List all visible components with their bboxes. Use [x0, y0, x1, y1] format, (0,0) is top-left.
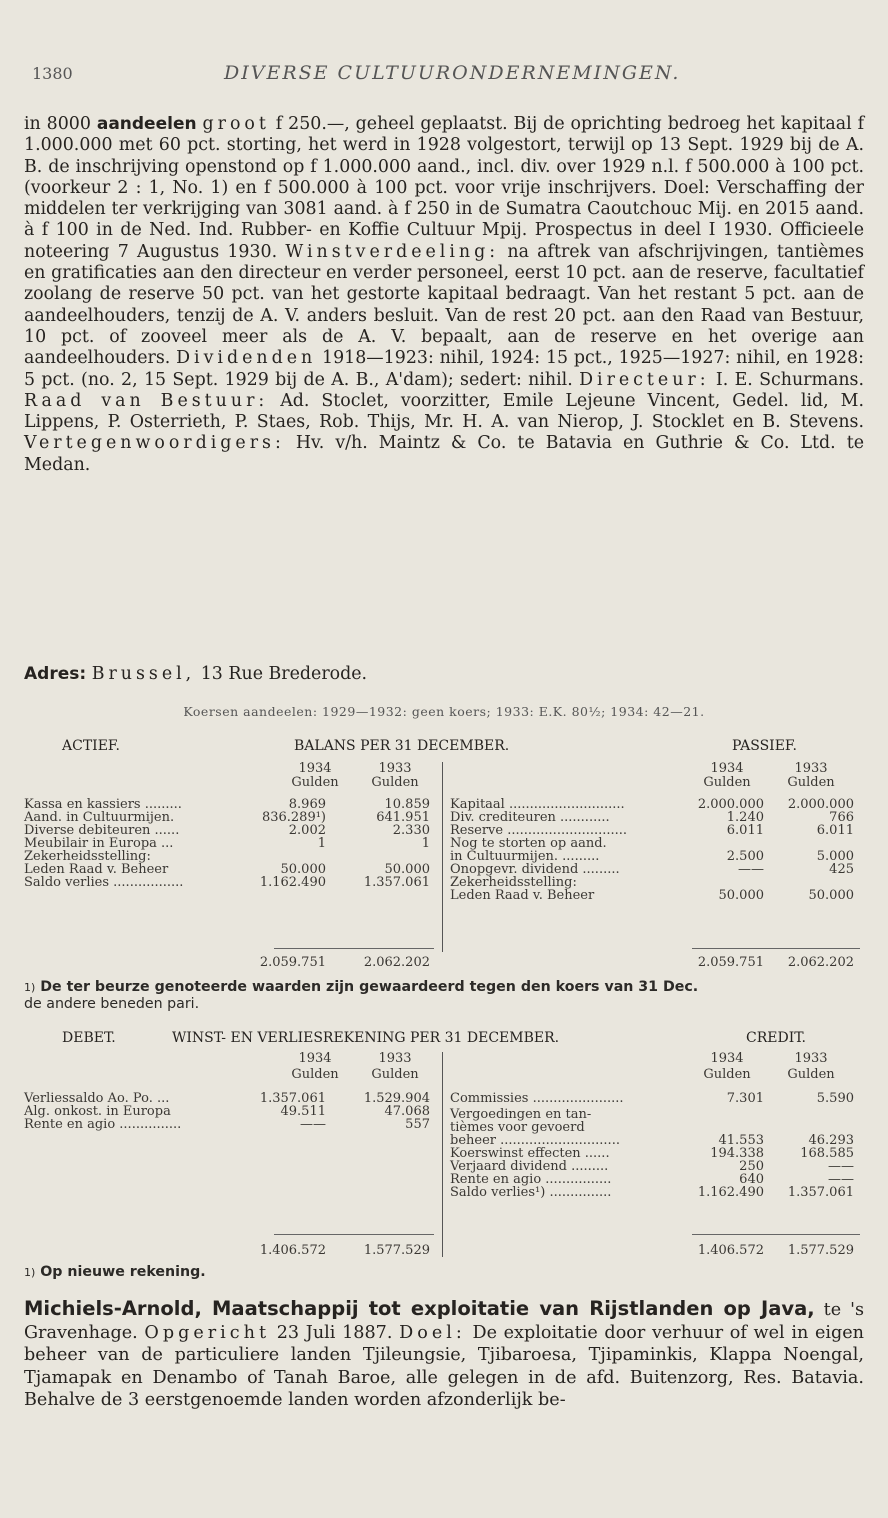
passief-value-1933: 766	[829, 810, 854, 825]
actief-value-1934: 836.289¹)	[261, 810, 326, 825]
actief-label: Aand. in Cultuurmijen.	[24, 810, 175, 825]
debet-label: Verliessaldo Ao. Po. ...	[24, 1091, 170, 1106]
actief-label: Leden Raad v. Beheer	[24, 862, 169, 877]
passief-value-1934: 2.000.000	[697, 797, 764, 812]
actief-value-1933: 10.859	[384, 797, 430, 812]
next-company-description: Michiels-Arnold, Maatschappij tot exploitatie van Rijstlanden op Java, te 's Gravenhage. Opgericht 23 Juli 1887. Doel: De exploitatie door verhuur of wel in eigen beheer van de particuliere landen Tjileungsie, Tjibaroesa, Tjipaminkis, Klappa Noengal, Tjamapak en Denambo of Tanah Baroe, alle gelegen in de afd. Buitenzorg, Res. Batavia. Behalve de 3 eerstgenoemde landen worden afzonderlijk be-	[24, 1297, 864, 1411]
credit-total-1933: 1.577.529	[787, 1243, 854, 1258]
actief-value-1933: 1.357.061	[363, 875, 430, 890]
balance-footnote: 1) De ter beurze genoteerde waarden zijn gewaardeerd tegen den koers van 31 Dec. de andere beneden pari.	[24, 979, 699, 1012]
passief-value-1934: ——	[738, 862, 764, 877]
passief-total-1934: 2.059.751	[697, 955, 764, 970]
total-rule	[274, 1234, 434, 1235]
total-rule	[692, 948, 860, 949]
credit-value-1933: 5.590	[816, 1091, 854, 1106]
column-divider	[442, 1052, 443, 1257]
actief-label: Zekerheidsstelling:	[24, 849, 151, 864]
passief-value-1934: 2.500	[726, 849, 764, 864]
passief-value-1933: 2.000.000	[787, 797, 854, 812]
year-header: 1934	[710, 761, 744, 776]
credit-label: Commissies ......................	[450, 1091, 624, 1106]
credit-label: Koerswinst effecten ......	[450, 1146, 610, 1161]
total-rule	[692, 1234, 860, 1235]
debet-value-1933: 1.529.904	[363, 1091, 430, 1106]
credit-label: Rente en agio ................	[450, 1172, 612, 1187]
balance-table	[24, 762, 864, 977]
actief-value-1933: 50.000	[384, 862, 430, 877]
credit-value-1933: 168.585	[800, 1146, 854, 1161]
credit-total-1934: 1.406.572	[697, 1243, 764, 1258]
debet-label: Rente en agio ...............	[24, 1117, 182, 1132]
debet-value-1934: 49.511	[280, 1104, 326, 1119]
year-header: 1934	[298, 1051, 332, 1066]
total-rule	[274, 948, 434, 949]
credit-value-1934: 1.162.490	[697, 1185, 764, 1200]
actief-value-1934: 50.000	[280, 862, 326, 877]
year-header: 1934	[298, 761, 332, 776]
credit-value-1934: 7.301	[726, 1091, 764, 1106]
year-header: 1933	[378, 761, 412, 776]
running-header	[24, 58, 864, 88]
unit-header: Gulden	[787, 775, 835, 790]
pl-footnote: 1) Op nieuwe rekening.	[24, 1264, 206, 1280]
credit-value-1934: 640	[739, 1172, 764, 1187]
passief-value-1934: 1.240	[726, 810, 764, 825]
debet-label: Alg. onkost. in Europa	[24, 1104, 171, 1119]
passief-value-1934: 6.011	[726, 823, 764, 838]
credit-label: Saldo verlies¹) ...............	[450, 1185, 612, 1200]
year-header: 1933	[378, 1051, 412, 1066]
credit-label: tièmes voor gevoerd	[450, 1120, 585, 1135]
unit-header: Gulden	[291, 775, 339, 790]
passief-value-1934: 50.000	[718, 888, 764, 903]
passief-label: Div. crediteuren ............	[450, 810, 610, 825]
actief-label: Meubilair in Europa ...	[24, 836, 174, 851]
credit-value-1934: 41.553	[718, 1133, 764, 1148]
page-number: 1380	[32, 64, 73, 83]
actief-label: Kassa en kassiers .........	[24, 797, 182, 812]
credit-label: Vergoedingen en tan-	[450, 1107, 592, 1122]
actief-value-1934: 2.002	[288, 823, 326, 838]
credit-label: Verjaard dividend .........	[450, 1159, 609, 1174]
unit-header: Gulden	[371, 775, 419, 790]
debet-total-1934: 1.406.572	[259, 1243, 326, 1258]
balance-header: ACTIEF. BALANS PER 31 DECEMBER. PASSIEF.	[62, 738, 797, 754]
debet-total-1933: 1.577.529	[363, 1243, 430, 1258]
debet-value-1933: 47.068	[384, 1104, 430, 1119]
actief-total-1934: 2.059.751	[259, 955, 326, 970]
unit-header: Gulden	[703, 775, 751, 790]
debet-value-1933: 557	[405, 1117, 430, 1132]
year-header: 1933	[794, 761, 828, 776]
actief-label: Diverse debiteuren ......	[24, 823, 180, 838]
year-header: 1934	[710, 1051, 744, 1066]
actief-label: Saldo verlies .................	[24, 875, 184, 890]
company-description: in 8000 aandeelen groot f 250.—, geheel geplaatst. Bij de oprichting bedroeg het kapitaal f 1.000.000 met 60 pct. storting, het werd in 1928 volgestort, terwijl op 13 Sept. 1929 bij de A. B. de inschrijving openstond op f 1.000.000 aand., incl. div. over 1929 n.l. f 500.000 à 100 pct. (voorkeur 2 : 1, No. 1) en f 500.000 à 100 pct. voor vrije inschrijvers. Doel: Verschaffing der middelen ter verkrijging van 3081 aand. à f 250 in de Sumatra Caoutchouc Mij. en 2015 aand. à f 100 in de Ned. Ind. Rubber- en Koffie Cultuur Mpij. Prospectus in deel I 1930. Officieele noteering 7 Augustus 1930. Winstverdeeling: na aftrek van afschrijvingen, tantièmes en gratificaties aan den directeur en verder personeel, eerst 10 pct. aan de reserve, facultatief zoolang de reserve 50 pct. van het gestorte kapitaal bedraagt. Van het restant 5 pct. aan de aandeelhouders, tenzij de A. V. anders besluit. Van de rest 20 pct. aan den Raad van Bestuur, 10 pct. of zooveel meer als de A. V. bepaalt, aan de reserve en het overige aan aandeelhouders. Dividenden 1918—1923: nihil, 1924: 15 pct., 1925—1927: nihil, en 1928: 5 pct. (no. 2, 15 Sept. 1929 bij de A. B., A'dam); sedert: nihil. Directeur: I. E. Schurmans. Raad van Bestuur: Ad. Stoclet, voorzitter, Emile Lejeune Vincent, Gedel. lid, M. Lippens, P. Osterrieth, P. Staes, Rob. Thijs, Mr. H. A. van Nierop, J. Stocklet en B. Stevens. Vertegenwoordigers: Hv. v/h. Maintz & Co. te Batavia en Guthrie & Co. Ltd. te Medan.	[24, 114, 865, 475]
debet-value-1934: 1.357.061	[259, 1091, 326, 1106]
actief-value-1934: 8.969	[288, 797, 326, 812]
pl-table	[24, 1052, 864, 1282]
credit-value-1933: 1.357.061	[787, 1185, 854, 1200]
passief-label: Leden Raad v. Beheer	[450, 888, 595, 903]
passief-value-1933: 6.011	[816, 823, 854, 838]
koersen-line: Koersen aandeelen: 1929—1932: geen koers; 1933: E.K. 80½; 1934: 42—21.	[183, 704, 705, 719]
passief-value-1933: 425	[829, 862, 854, 877]
actief-value-1934: 1.162.490	[259, 875, 326, 890]
column-divider	[442, 762, 443, 952]
year-header: 1933	[794, 1051, 828, 1066]
actief-value-1934: 1	[317, 836, 326, 851]
passief-value-1933: 5.000	[816, 849, 854, 864]
passief-value-1933: 50.000	[808, 888, 854, 903]
credit-label: beheer .............................	[450, 1133, 620, 1148]
credit-value-1934: 194.338	[710, 1146, 764, 1161]
running-title: DIVERSE CULTUURONDERNEMINGEN.	[224, 62, 681, 84]
unit-header: Gulden	[291, 1067, 339, 1082]
actief-value-1933: 2.330	[392, 823, 430, 838]
unit-header: Gulden	[787, 1067, 835, 1082]
credit-value-1933: ——	[828, 1172, 854, 1187]
credit-value-1934: 250	[739, 1159, 764, 1174]
address-line: Adres: Brussel, 13 Rue Brederode.	[24, 664, 368, 684]
actief-value-1933: 641.951	[376, 810, 430, 825]
passief-total-1933: 2.062.202	[787, 955, 854, 970]
passief-label: Zekerheidsstelling:	[450, 875, 577, 890]
pl-header: DEBET. WINST- EN VERLIESREKENING PER 31 DECEMBER. CREDIT.	[62, 1030, 806, 1046]
unit-header: Gulden	[371, 1067, 419, 1082]
passief-label: Onopgevr. dividend .........	[450, 862, 620, 877]
credit-value-1933: ——	[828, 1159, 854, 1174]
actief-value-1933: 1	[421, 836, 430, 851]
passief-label: in Cultuurmijen. .........	[450, 849, 600, 864]
passief-label: Reserve .............................	[450, 823, 628, 838]
actief-total-1933: 2.062.202	[363, 955, 430, 970]
passief-label: Kapitaal ............................	[450, 797, 625, 812]
credit-value-1933: 46.293	[808, 1133, 854, 1148]
passief-label: Nog te storten op aand.	[450, 836, 607, 851]
unit-header: Gulden	[703, 1067, 751, 1082]
debet-value-1934: ——	[300, 1117, 326, 1132]
